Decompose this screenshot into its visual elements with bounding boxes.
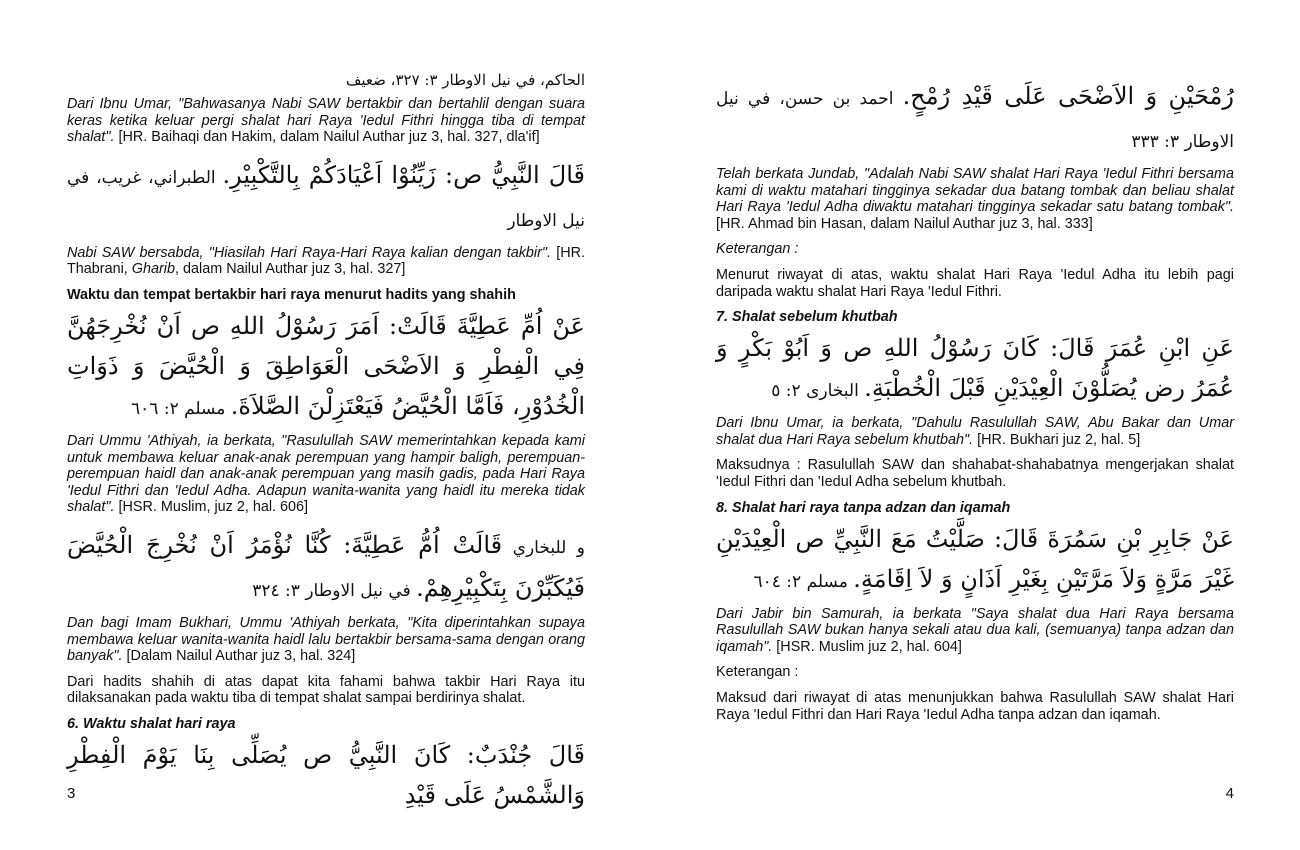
translation-paragraph (67, 245, 585, 278)
arabic-source: احمد بن حسن، في نيل الاوطار ٣: ٣٣٣ (716, 89, 1234, 152)
hadith-source: [HR. Thabrani, (67, 244, 585, 278)
arabic-source-line: الحاكم، في نيل الاوطار ٣: ٣٢٧، ضعيف (345, 71, 585, 89)
hadith-source: , dalam Nailul Authar juz 3, hal. 327] (175, 261, 406, 278)
section-heading: 8. Shalat hari raya tanpa adzan dan iqamah (716, 499, 1011, 516)
arabic-source: في نيل الاوطار ٣: ٣٢٤ (252, 580, 417, 601)
hadith-source: [HR. Ahmad bin Hasan, dalam Nailul Authar juz 3, hal. 333] (716, 215, 1093, 232)
body-paragraph: Dari hadits shahih di atas dapat kita fahami bahwa takbir Hari Raya itu dilaksanakan pada waktu tiba di tempat shalat sampai berdirinya shalat. (67, 673, 585, 707)
arabic-text: قَالَ النَّبِيُّ ص: زَيِّنُوْا اَعْيَادَكُمْ بِالتَّكْبِيْرِ. (222, 160, 585, 189)
hadith-grade: Gharib (131, 261, 175, 278)
arabic-hadith (716, 76, 1234, 162)
arabic-source: البخارى ٢: ٥ (771, 381, 865, 402)
arabic-text: عَنْ اُمِّ عَطِيَّةَ قَالَتْ: اَمَرَ رَسُوْلُ اللهِ ص اَنْ نُخْرِجَهُنَّ فِي الْفِطْرِ وَ الاَضْحَى الْعَوَاطِقَ وَ الْحُيَّضَ وَ ذَوَاتِ الْخُدُوْرِ، فَاَمَّا الْحُيَّضُ فَيَعْتَزِلْنَ الصَّلاَةَ. (67, 311, 585, 420)
page-number: 4 (1225, 785, 1234, 802)
translation-paragraph (716, 606, 1234, 656)
arabic-hadith: قَالَ جُنْدَبٌ: كَانَ النَّبِيُّ ص يُصَلِّى بِنَا يَوْمَ الْفِطْرِ وَالشَّمْسُ عَلَى قَيْدِ (67, 740, 585, 809)
right-page-content (716, 76, 1234, 732)
translation-text: Dan bagi Imam Bukhari, Ummu 'Athiyah berkata, "Kita diperintahkan supaya membawa keluar wanita-wanita haidl lalu bertakbir bersama-sama dengan orang banyak". (67, 614, 585, 665)
arabic-hadith (67, 155, 585, 241)
keterangan-label: Keterangan : (716, 664, 799, 681)
left-page-content (67, 70, 585, 819)
left-page (67, 0, 585, 850)
hadith-source: [HSR. Muslim, juz 2, hal. 606] (114, 499, 309, 516)
section-heading: 6. Waktu shalat hari raya (67, 715, 236, 732)
arabic-text: رُمْحَيْنِ وَ الاَضْحَى عَلَى قَيْدِ رُمْحٍ. (902, 82, 1234, 110)
translation-paragraph (716, 415, 1234, 448)
translation-paragraph (716, 166, 1234, 232)
arabic-source: مسلم ٢: ٦٠٦ (131, 398, 231, 419)
arabic-text: عَنْ جَابِرِ بْنِ سَمُرَةَ قَالَ: صَلَّيْتُ مَعَ النَّبِيِّ ص الْعِيْدَيْنِ غَيْرَ مَرَّةٍ وَلاَ مَرَّتَيْنِ بِغَيْرِ اَذَانٍ وَ لاَ اِقَامَةٍ. (716, 524, 1234, 593)
arabic-source: الطبراني، غريب، في نيل الاوطار (67, 167, 585, 231)
translation-text: Dari Ummu 'Athiyah, ia berkata, "Rasulullah SAW memerintahkan kepada kami untuk membawa keluar anak-anak perempuan yang hampir baligh, perempuan-perempuan haidl dan anak-anak perempuan yang masih gadis, pada Hari Raya 'Iedul Fithri dan 'Iedul Adha. Adapun wanita-wanita yang haidl itu mereka tidak shalat". (67, 432, 585, 516)
arabic-text: عَنِ ابْنِ عُمَرَ قَالَ: كَانَ رَسُوْلُ اللهِ ص وَ اَبُوْ بَكْرٍ وَ عُمَرُ رض يُصَلُّوْنَ الْعِيْدَيْنِ قَبْلَ الْخُطْبَةِ. (716, 334, 1234, 403)
translation-paragraph (67, 433, 585, 516)
translation-text: Nabi SAW bersabda, "Hiasilah Hari Raya-Hari Raya kalian dengan takbir". (67, 244, 551, 261)
arabic-text: قَالَتْ اُمُّ عَطِيَّةَ: كُنَّا نُؤْمَرُ اَنْ نُخْرِجَ الْحُيَّضَ فَيُكَبِّرْنَ بِتَكْبِيْرِهِمْ. (67, 530, 585, 602)
arabic-hadith (716, 519, 1234, 602)
hadith-source: [HR. Baihaqi dan Hakim, dalam Nailul Authar juz 3, hal. 327, dla'if] (114, 129, 540, 146)
body-paragraph: Maksudnya : Rasulullah SAW dan shahabat-shahabatnya mengerjakan shalat 'Iedul Fithri dan 'Iedul Adha sebelum khutbah. (716, 457, 1234, 490)
translation-paragraph (67, 615, 585, 665)
section-heading: 7. Shalat sebelum khutbah (716, 309, 898, 326)
translation-text: Dari Ibnu Umar, "Bahwasanya Nabi SAW bertakbir dan bertahlil dengan suara keras ketika keluar pergi shalat hari Raya 'Iedul Fithri hingga tiba di tempat shalat". (67, 96, 585, 146)
body-paragraph: Menurut riwayat di atas, waktu shalat Hari Raya 'Iedul Adha itu lebih pagi daripada waktu shalat Hari Raya 'Iedul Fithri. (716, 266, 1234, 300)
right-page (716, 0, 1234, 850)
keterangan-label: Keterangan : (716, 241, 799, 258)
hadith-source: [HSR. Muslim juz 2, hal. 604] (772, 638, 962, 655)
page-number: 3 (67, 785, 76, 802)
translation-text: Dari Ibnu Umar, ia berkata, "Dahulu Rasulullah SAW, Abu Bakar dan Umar shalat dua Hari Raya sebelum khutbah". (716, 415, 1234, 448)
hadith-source: [HR. Bukhari juz 2, hal. 5] (973, 431, 1141, 448)
translation-text: Dari Jabir bin Samurah, ia berkata "Saya shalat dua Hari Raya bersama Rasulullah SAW bukan hanya sekali atau dua kali, (semuanya) tanpa adzan dan iqamah". (716, 605, 1234, 655)
hadith-source: [Dalam Nailul Authar juz 3, hal. 324] (122, 648, 356, 665)
arabic-source: مسلم ٢: ٦٠٤ (753, 571, 854, 592)
arabic-hadith (67, 306, 585, 429)
arabic-prefix: و للبخاري (502, 537, 585, 558)
translation-paragraph (67, 96, 585, 146)
translation-text: Telah berkata Jundab, "Adalah Nabi SAW shalat Hari Raya 'Iedul Fithri bersama kami di waktu matahari tingginya sekadar dua batang tombak dan beliau shalat Hari Raya 'Iedul Adha diwaktu matahari tingginya sekadar satu batang tombak". (716, 166, 1234, 216)
arabic-hadith (67, 525, 585, 611)
section-heading: Waktu dan tempat bertakbir hari raya menurut hadits yang shahih (67, 286, 516, 303)
body-paragraph: Maksud dari riwayat di atas menunjukkan bahwa Rasulullah SAW shalat Hari Raya 'Iedul Fithri dan Hari Raya 'Iedul Adha tanpa adzan dan iqamah. (716, 689, 1234, 723)
arabic-hadith (716, 328, 1234, 411)
